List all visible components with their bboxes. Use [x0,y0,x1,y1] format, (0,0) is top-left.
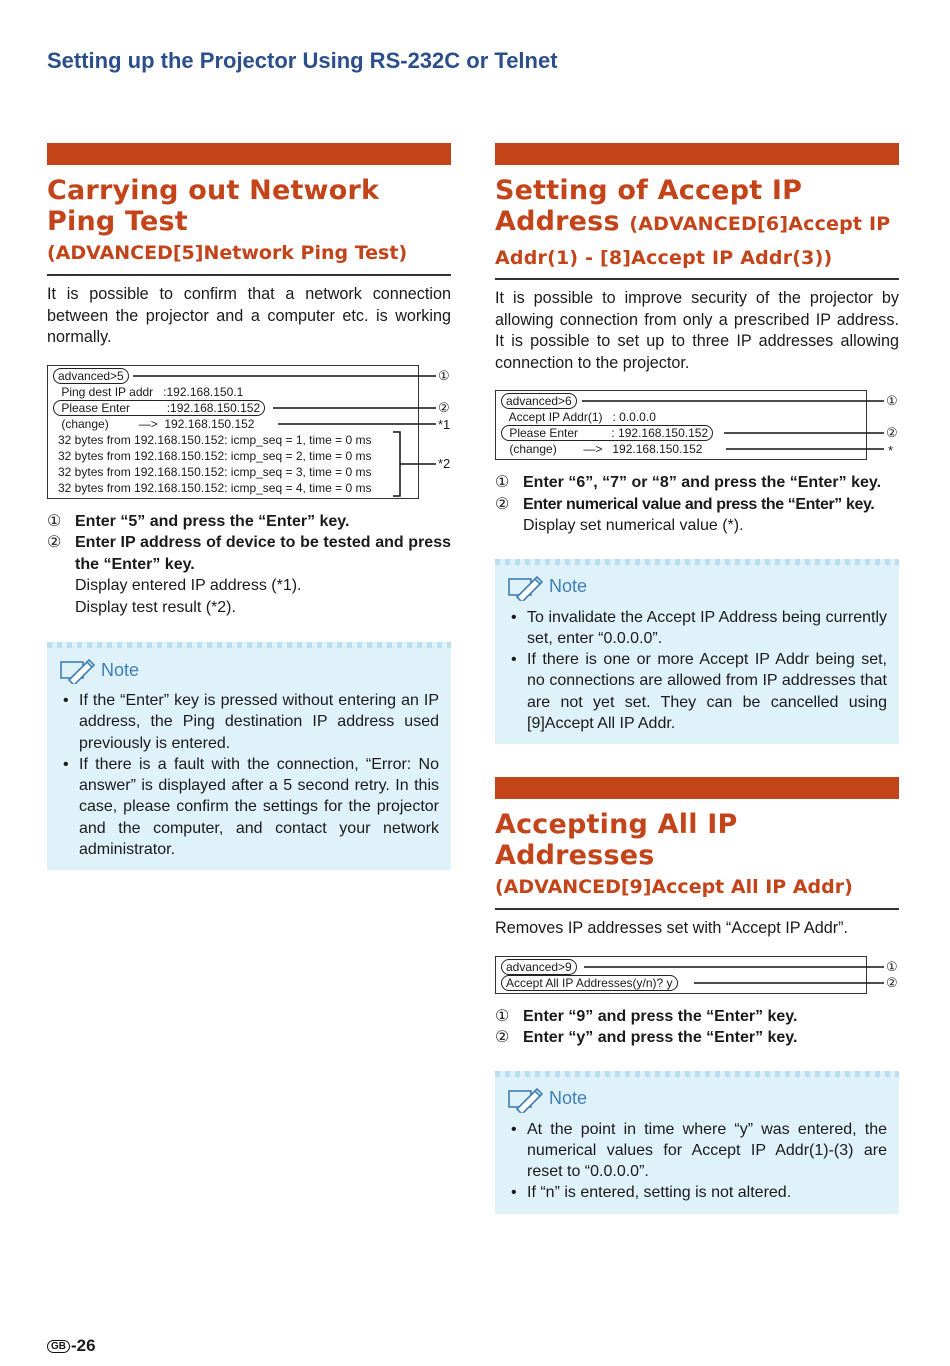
terminal-line: Ping dest IP addr :192.168.150.1 [58,384,244,399]
terminal-line: advanced>6 [501,393,577,409]
note-item: • If there is one or more Accept IP Addr being set, no connections are allowed from IP addresses that are not yet set. They can be cancelled using [9]Accept All IP Addr. [511,651,887,732]
steps-list [495,1006,899,1049]
page-footer [47,1336,96,1356]
note-pencil-icon [507,573,545,601]
terminal-line: advanced>9 [501,959,577,975]
terminal-line: (change) —> 192.168.150.152 [58,416,255,431]
section-subtitle: (ADVANCED[5]Network Ping Test) [47,242,408,264]
section-title: Accepting All IP Addresses [495,809,738,871]
terminal-line: (change) —> 192.168.150.152 [506,442,703,456]
note-title: Note [101,659,140,680]
step-item: ② Enter IP address of device to be tested and press the “Enter” key. [47,534,451,573]
intro-text: It is possible to improve security of the projector by allowing connection from only a prescribed IP address. It is possible to set up to three IP addresses allowing connection to the projector. [495,289,899,372]
note-pencil-icon [59,656,97,684]
note-item: • If “n” is entered, setting is not altered. [511,1184,792,1202]
callout-1: ① [886,393,898,408]
page-header: Setting up the Projector Using RS-232C or Telnet [47,48,558,73]
intro-text: Removes IP addresses set with “Accept IP Addr”. [495,919,848,937]
callout-1: ① [886,958,898,974]
section-accept-ip [495,143,899,744]
step-item: ② Enter numerical value and press the “Enter” key. [495,495,875,513]
callout-star2: *2 [438,455,451,471]
terminal-line: advanced>5 [53,368,129,384]
terminal-line: 32 bytes from 192.168.150.152: icmp_seq = 3, time = 0 ms [58,464,372,479]
note-box [495,1071,899,1214]
terminal-display [495,956,898,994]
note-box [495,559,899,745]
note-title: Note [549,576,588,596]
section-subtitle: (ADVANCED[6]Accept IP Addr(1) - [8]Accept IP Addr(3)) [495,213,891,269]
terminal-line: 32 bytes from 192.168.150.152: icmp_seq = 2, time = 0 ms [58,448,372,463]
note-box [47,642,451,870]
callout-2: ② [886,974,898,990]
section-title: Carrying out Network Ping Test [47,175,380,237]
step-item: ① Enter “6”, “7” or “8” and press the “Enter” key. [495,474,882,491]
terminal-line: Accept All IP Addresses(y/n)? y [501,975,678,991]
section-bar [47,143,451,165]
terminal-display [47,365,451,499]
terminal-line: Please Enter : 192.168.150.152 [501,425,713,441]
steps-list [495,472,899,537]
note-title: Note [549,1088,588,1108]
note-item: • To invalidate the Accept IP Address being currently set, enter “0.0.0.0”. [511,608,887,647]
terminal-display [495,390,898,460]
terminal-line: Please Enter :192.168.150.152 [53,400,265,416]
step-detail: Display entered IP address (*1). [75,577,302,594]
divider [495,908,899,910]
terminal-line: Accept IP Addr(1) : 0.0.0.0 [506,410,656,424]
intro-text: It is possible to confirm that a network connection between the projector and a computer etc. is working normally. [47,285,451,346]
note-item: • If the “Enter” key is pressed without entering an IP address, the Ping destination IP address used previously is entered. [63,692,439,752]
note-item: • At the point in time where “y” was entered, the numerical values for Accept IP Addr(1)-(3) are reset to “0.0.0.0”. [511,1120,887,1181]
callout-1: ① [438,367,450,383]
note-pencil-icon [507,1085,545,1113]
section-accept-all-ip [495,777,899,1214]
step-item: ② Enter “y” and press the “Enter” key. [495,1029,798,1046]
step-item: ① Enter “9” and press the “Enter” key. [495,1007,798,1025]
callout-star1: *1 [438,416,451,432]
step-item: ① Enter “5” and press the “Enter” key. [47,512,350,530]
terminal-line: 32 bytes from 192.168.150.152: icmp_seq = 4, time = 0 ms [58,480,372,495]
divider [495,278,899,280]
note-item: • If there is a fault with the connection, “Error: No answer” is displayed after a 5 second retry. In this case, please confirm the settings for the projector and the computer, and contact your network administrator. [63,755,439,859]
divider [47,274,451,276]
section-subtitle: (ADVANCED[9]Accept All IP Addr) [495,876,853,898]
section-title: Setting of Accept IP Address (ADVANCED[6]Accept IP Addr(1) - [8]Accept IP Addr(3)) [495,175,891,269]
region-badge: GB [47,1340,70,1353]
section-ping-test [47,143,451,870]
page-number: -26 [71,1336,96,1355]
section-bar [495,777,899,799]
terminal-line: 32 bytes from 192.168.150.152: icmp_seq = 1, time = 0 ms [58,432,372,447]
callout-2: ② [438,399,450,415]
callout-2: ② [886,425,898,440]
step-detail: Display set numerical value (*). [523,517,744,534]
steps-list [47,511,451,619]
section-bar [495,143,899,165]
step-detail: Display test result (*2). [75,598,236,616]
callout-star: * [888,443,894,458]
